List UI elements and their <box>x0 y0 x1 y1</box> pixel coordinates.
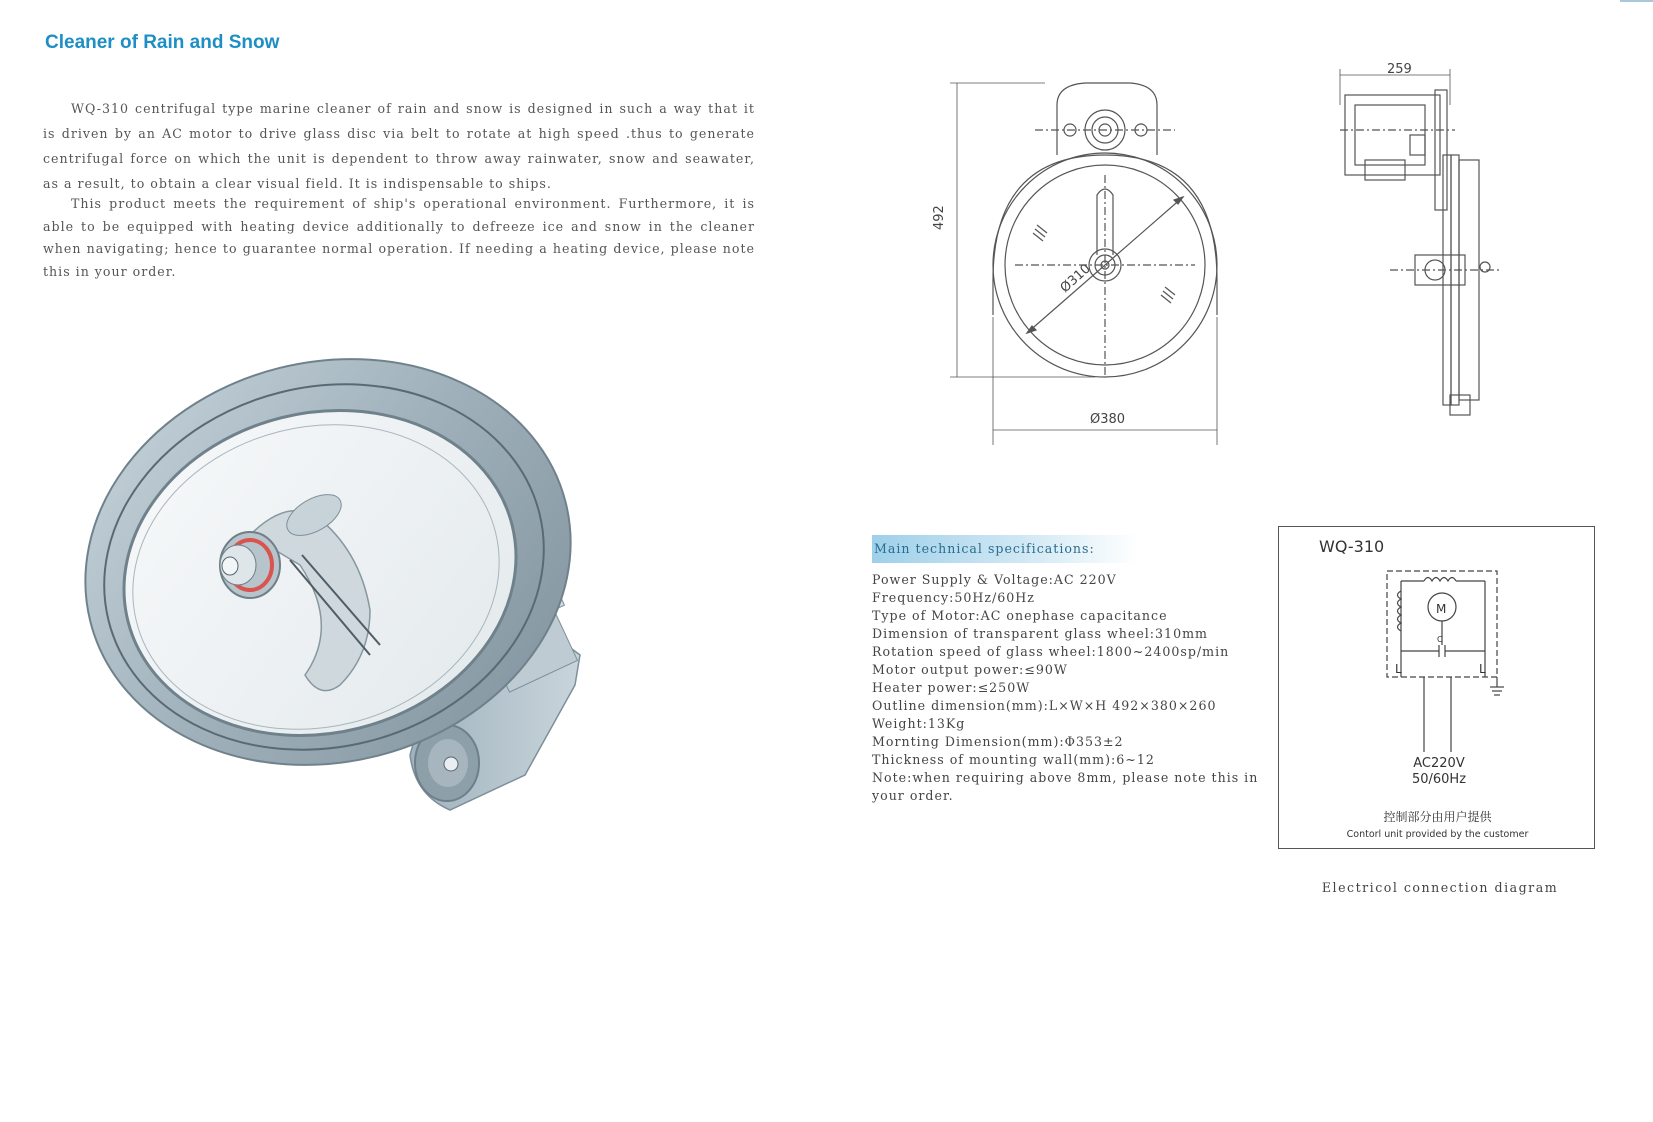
spec-item: Rotation speed of glass wheel:1800~2400sp/min <box>872 644 1230 659</box>
spec-item: Power Supply & Voltage:AC 220V <box>872 572 1117 587</box>
corner-accent-line <box>1620 0 1653 2</box>
spec-item: Dimension of transparent glass wheel:310mm <box>872 626 1208 641</box>
intro-paragraph-2: This product meets the requirement of ship's operational environment. Furthermore, it is able to be equipped with heating device additionally to defreeze ice and snow in the cleaner when navigating; hence to guarantee normal operation. If needing a heating device, please note this in your order. <box>43 196 755 279</box>
control-note-chinese: 控制部分由用户提供 <box>1383 810 1492 824</box>
spec-item: Mornting Dimension(mm):Φ353±2 <box>872 734 1124 749</box>
depth-dimension-label: 259 <box>1387 62 1412 77</box>
spec-item: Motor output power:≤90W <box>872 662 1068 677</box>
capacitor-symbol: C <box>1437 635 1443 644</box>
intro-paragraph-1: WQ-310 centrifugal type marine cleaner of rain and snow is designed in such a way that it is driven by an AC motor to drive glass disc via belt to rotate at high speed .thus to generate centrifugal force on which the unit is dependent to throw away rainwater, snow and seawater, as a result, to obtain a clear visual field. It is indispensable to ships. <box>43 101 755 191</box>
terminal-right-label: L <box>1479 662 1486 676</box>
power-supply-label <box>1379 756 1499 788</box>
spec-item: Type of Motor:AC onephase capacitance <box>872 608 1168 623</box>
terminal-left-label: L <box>1395 662 1402 676</box>
spec-item: Frequency:50Hz/60Hz <box>872 590 1035 605</box>
product-photo <box>70 355 630 835</box>
front-view-drawing <box>932 55 1295 475</box>
spec-item: Outline dimension(mm):L×W×H 492×380×260 <box>872 698 1217 713</box>
glass-diameter-label: Ø310 <box>1057 261 1094 296</box>
specifications-section <box>872 535 1292 805</box>
diagram-caption: Electricol connection diagram <box>1321 880 1559 895</box>
side-view-drawing <box>1325 55 1500 425</box>
supply-voltage: AC220V <box>1413 756 1465 771</box>
intro-text <box>43 96 755 283</box>
page-title: Cleaner of Rain and Snow <box>45 32 280 53</box>
spec-item: Weight:13Kg <box>872 716 966 731</box>
spec-item: Heater power:≤250W <box>872 680 1031 695</box>
motor-symbol: M <box>1436 602 1447 616</box>
electrical-diagram <box>1278 526 1595 849</box>
circuit-model-label: WQ-310 <box>1319 537 1385 556</box>
spec-note: Note:when requiring above 8mm, please note this in your order. <box>872 770 1259 803</box>
spec-item: Thickness of mounting wall(mm):6~12 <box>872 752 1155 767</box>
specs-heading: Main technical specifications: <box>872 535 1139 563</box>
supply-frequency: 50/60Hz <box>1411 772 1467 787</box>
height-dimension-label: 492 <box>932 205 947 230</box>
control-note-english: Contorl unit provided by the customer <box>1346 829 1529 840</box>
circuit-schematic <box>1279 527 1596 850</box>
width-dimension-label: Ø380 <box>1090 412 1126 427</box>
